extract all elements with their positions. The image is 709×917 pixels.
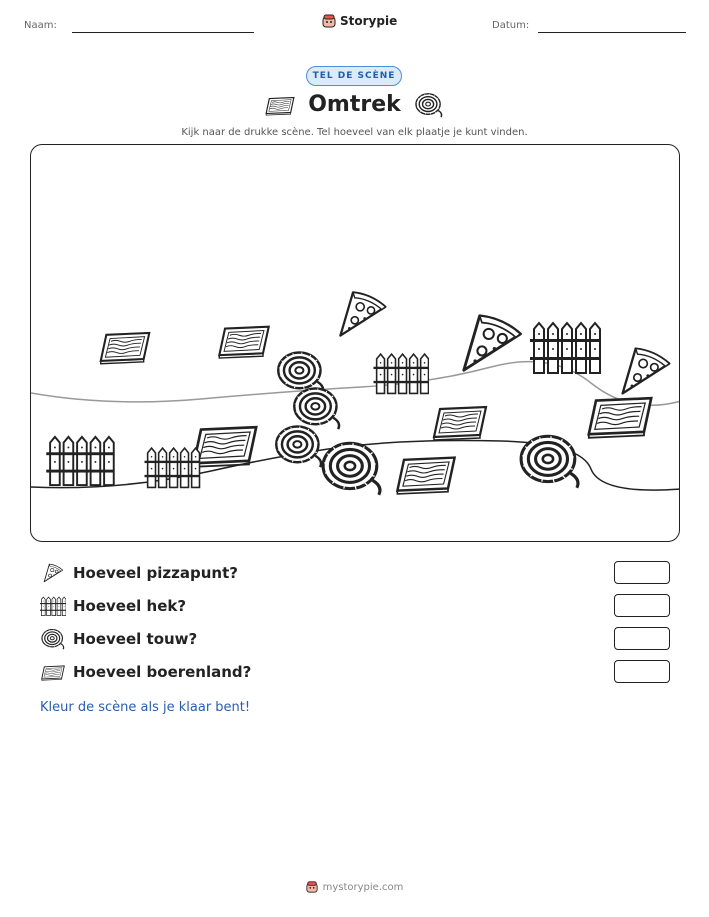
name-line[interactable] — [72, 32, 254, 33]
rope-coil-icon — [521, 436, 578, 488]
pizza-slice-icon — [623, 349, 670, 394]
answer-box-fence[interactable] — [614, 594, 670, 617]
fence-icon — [145, 448, 200, 487]
name-label: Naam: — [24, 20, 57, 31]
footer — [0, 881, 709, 893]
rope-coil-icon — [40, 628, 66, 650]
fence-icon — [374, 354, 429, 393]
farmland-icon — [219, 327, 268, 358]
question-farmland — [40, 660, 670, 684]
question-text: Hoeveel hek? — [73, 597, 187, 615]
farmland-icon — [40, 661, 66, 683]
fence-icon — [46, 437, 114, 485]
farmland-icon — [194, 427, 256, 467]
storypie-mascot-icon — [306, 881, 318, 893]
answer-box-farmland[interactable] — [614, 660, 670, 683]
farmland-icon — [397, 458, 454, 494]
storypie-mascot-icon — [322, 14, 336, 28]
question-pizza — [40, 561, 670, 585]
question-text: Hoeveel pizzapunt? — [73, 564, 238, 582]
farmland-icon — [434, 407, 486, 440]
answer-box-rope[interactable] — [614, 627, 670, 650]
farmland-icon — [589, 398, 651, 438]
brand-logo — [322, 14, 397, 28]
farmland-icon — [101, 333, 150, 364]
question-fence — [40, 594, 670, 618]
date-line[interactable] — [538, 32, 686, 33]
fence-icon — [40, 595, 66, 617]
counting-scene — [30, 144, 680, 542]
color-instruction: Kleur de scène als je klaar bent! — [40, 700, 251, 715]
question-text: Hoeveel boerenland? — [73, 663, 252, 681]
pizza-slice-icon — [340, 292, 385, 335]
question-text: Hoeveel touw? — [73, 630, 198, 648]
rope-coil-icon — [323, 443, 380, 495]
question-rope — [40, 627, 670, 651]
rope-coil-icon — [414, 92, 444, 118]
answer-box-pizza[interactable] — [614, 561, 670, 584]
rope-coil-icon — [278, 353, 323, 394]
page-title: Omtrek — [308, 92, 401, 117]
fence-icon — [530, 323, 600, 373]
date-label: Datum: — [492, 20, 530, 31]
scene-badge: TEL DE SCÈNE — [306, 66, 402, 86]
pizza-slice-icon — [40, 562, 66, 584]
rope-coil-icon — [294, 389, 339, 430]
brand-name: Storypie — [340, 14, 398, 28]
rope-coil-icon — [276, 427, 321, 468]
instructions: Kijk naar de drukke scène. Tel hoeveel van elk plaatje je kunt vinden. — [181, 127, 528, 138]
scene-canvas — [31, 145, 680, 542]
footer-url[interactable]: mystorypie.com — [322, 881, 404, 893]
